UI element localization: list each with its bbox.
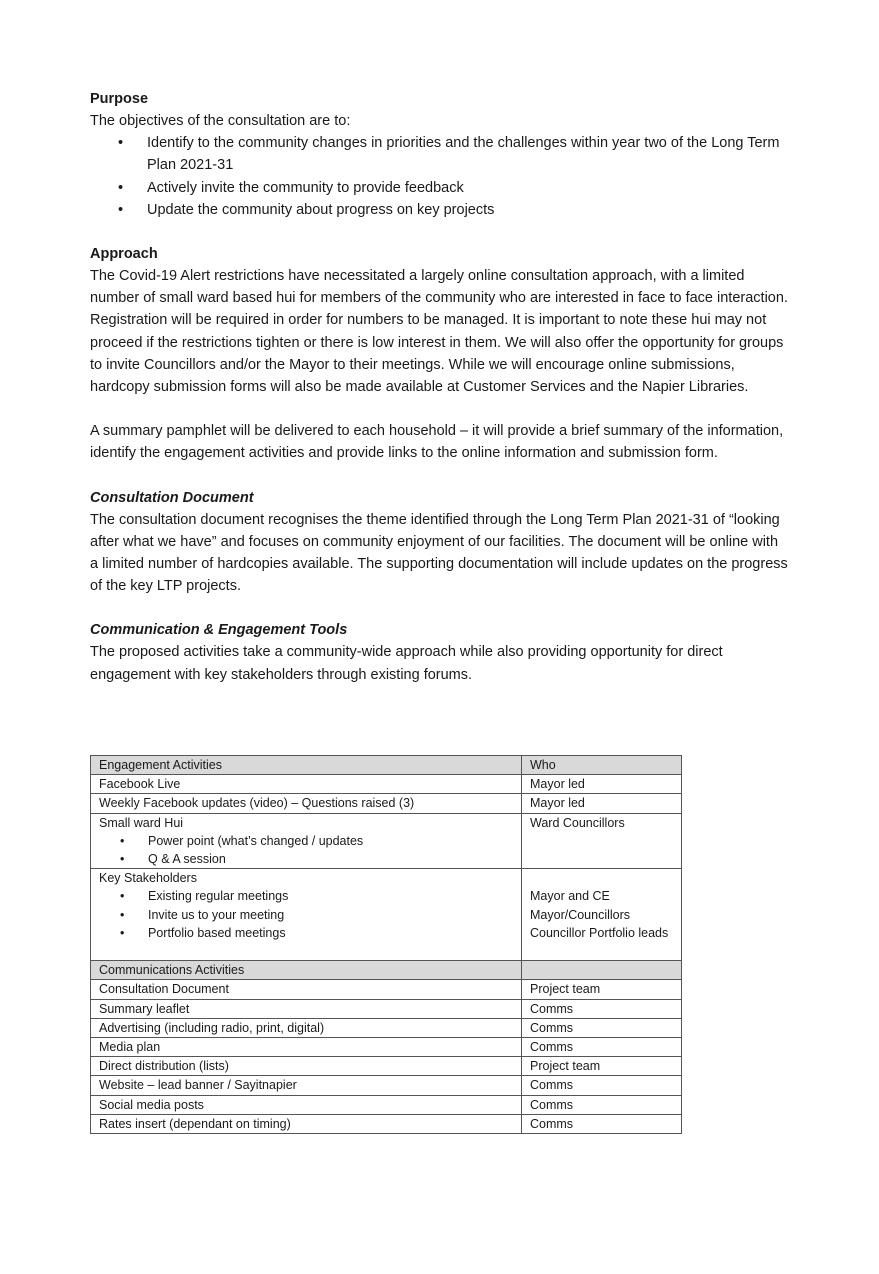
table-row — [91, 1095, 682, 1114]
who-cell: Comms — [522, 1114, 682, 1133]
who-cell — [522, 869, 682, 961]
purpose-bullet: • Identify to the community changes in priorities and the challenges within year two of the Long Term Plan 2021-31 — [90, 132, 790, 176]
small-ward-hui-title: Small ward Hui — [99, 815, 184, 830]
who-cell: Comms — [522, 1076, 682, 1095]
table-row — [91, 775, 682, 794]
consultation-document-heading: Consultation Document — [90, 489, 254, 506]
list-item: • Portfolio based meetings — [99, 924, 513, 942]
activity-cell: Website – lead banner / Sayitnapier — [91, 1076, 522, 1095]
engagement-table — [90, 755, 682, 1134]
tools-paragraph: The proposed activities take a community-wide approach while also providing opportunity for direct engagement with key stakeholders through existing forums. — [90, 644, 723, 683]
who-cell: Comms — [522, 1038, 682, 1057]
key-stakeholders-list — [99, 887, 513, 942]
purpose-bullet: • Actively invite the community to provide feedback — [90, 177, 790, 199]
activity-cell: Social media posts — [91, 1095, 522, 1114]
small-ward-hui-list — [99, 832, 513, 868]
who-cell: Project team — [522, 1057, 682, 1076]
who-cell: Comms — [522, 999, 682, 1018]
table-row — [91, 1114, 682, 1133]
table-row — [91, 869, 682, 961]
who-cell: Mayor led — [522, 775, 682, 794]
consultation-document-paragraph: The consultation document recognises the theme identified through the Long Term Plan 2021-31 of “looking after what we have” and focuses on community enjoyment of our facilities. The document will be online with a limited number of hardcopies available. The supporting documentation will include updates on the progress of the key LTP projects. — [90, 511, 788, 595]
approach-heading: Approach — [90, 246, 158, 263]
table-row — [91, 1076, 682, 1095]
activity-cell: Direct distribution (lists) — [91, 1057, 522, 1076]
who-line: Councillor Portfolio leads — [530, 925, 669, 940]
list-item: • Power point (what’s changed / updates — [99, 832, 513, 850]
who-cell: Project team — [522, 980, 682, 999]
communications-activities-header: Communications Activities — [91, 961, 522, 980]
purpose-bullet: • Update the community about progress on key projects — [90, 199, 790, 221]
key-stakeholders-cell — [91, 869, 522, 961]
list-item: • Q & A session — [99, 850, 513, 868]
table-row — [91, 1018, 682, 1037]
list-item: • Existing regular meetings — [99, 887, 513, 905]
engagement-activities-header: Engagement Activities — [91, 756, 522, 775]
tools-heading: Communication & Engagement Tools — [90, 622, 348, 639]
who-cell: Comms — [522, 1018, 682, 1037]
activity-cell: Facebook Live — [91, 775, 522, 794]
who-cell: Ward Councillors — [522, 813, 682, 869]
approach-paragraph: The Covid-19 Alert restrictions have necessitated a largely online consultation approach, with a limited number of small ward based hui for members of the community who are interested in face to face interaction. Registration will be required in order for numbers to be managed. It is important to note these hui may not proceed if the restrictions tighten or there is low interest in them. We will also offer the opportunity for groups to invite Councillors and/or the Mayor to their meetings. While we will encourage online submissions, hardcopy submission forms will also be made available at Customer Services and the Napier Libraries. — [90, 268, 788, 396]
activity-cell: Rates insert (dependant on timing) — [91, 1114, 522, 1133]
purpose-list — [90, 132, 790, 221]
approach-summary-paragraph: A summary pamphlet will be delivered to each household – it will provide a brief summary of the information, identify the engagement activities and provide links to the online information and submission form. — [90, 423, 784, 462]
table-row — [91, 999, 682, 1018]
activity-cell: Weekly Facebook updates (video) – Questions raised (3) — [91, 794, 522, 813]
who-line: Mayor and CE — [530, 889, 610, 904]
document-page — [90, 88, 790, 686]
table-row — [91, 1038, 682, 1057]
who-header: Who — [522, 756, 682, 775]
purpose-intro: The objectives of the consultation are to: — [90, 113, 351, 129]
activity-cell: Media plan — [91, 1038, 522, 1057]
communications-header-row — [91, 961, 682, 980]
list-item: • Invite us to your meeting — [99, 906, 513, 924]
purpose-heading: Purpose — [90, 91, 149, 107]
table-header-row — [91, 756, 682, 775]
who-cell: Mayor led — [522, 794, 682, 813]
activity-cell: Consultation Document — [91, 980, 522, 999]
who-cell: Comms — [522, 1095, 682, 1114]
table-row — [91, 1057, 682, 1076]
who-line: Mayor/Councillors — [530, 907, 631, 922]
activity-cell: Advertising (including radio, print, digital) — [91, 1018, 522, 1037]
table-row — [91, 980, 682, 999]
table-row — [91, 813, 682, 869]
small-ward-hui-cell — [91, 813, 522, 869]
key-stakeholders-title: Key Stakeholders — [99, 871, 197, 886]
activity-cell: Summary leaflet — [91, 999, 522, 1018]
table-row — [91, 794, 682, 813]
